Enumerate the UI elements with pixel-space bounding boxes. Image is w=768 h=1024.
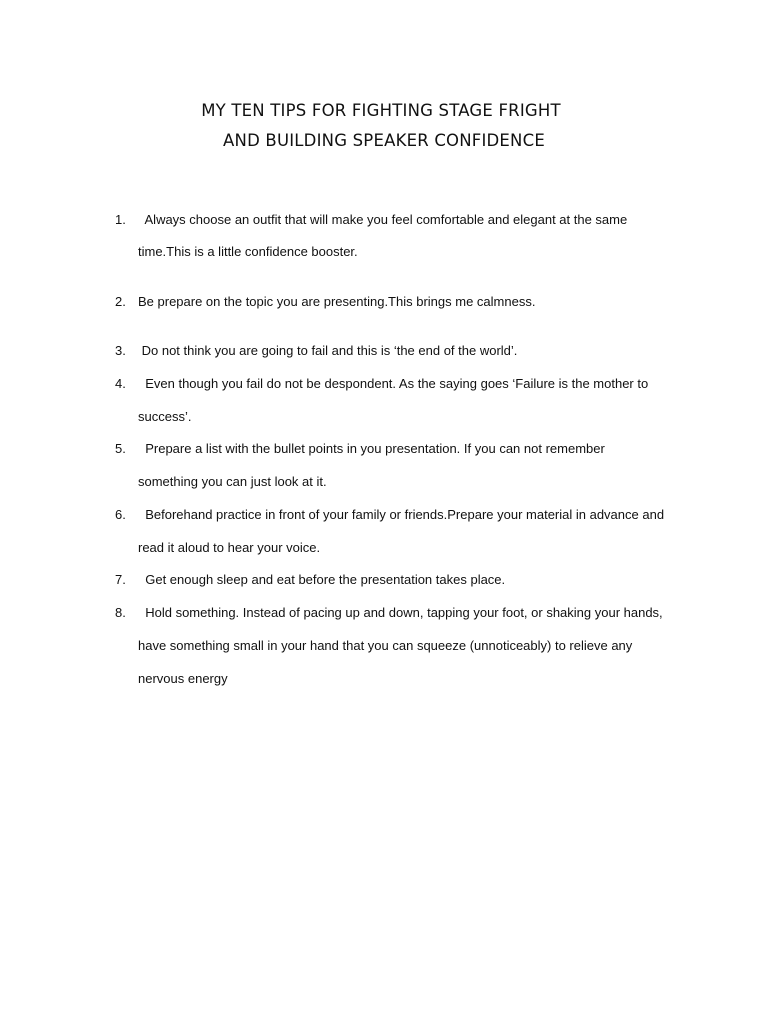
list-item-text: success’. — [138, 409, 192, 424]
list-item-text: time.This is a little confidence booster. — [138, 244, 358, 259]
list-item-number: 3. — [115, 343, 126, 358]
list-item-number: 8. — [115, 605, 126, 620]
list-item-text: Always choose an outfit that will make you feel comfortable and elegant at the same — [138, 212, 628, 227]
document-title-line-1: MY TEN TIPS FOR FIGHTING STAGE FRIGHT — [201, 101, 561, 120]
list-item-number: 4. — [115, 376, 126, 391]
list-item-number: 1. — [115, 212, 126, 227]
list-item-text: something you can just look at it. — [138, 474, 327, 489]
list-item-text: Do not think you are going to fail and this is ‘the end of the world’. — [138, 343, 518, 358]
list-item-number: 6. — [115, 507, 126, 522]
list-item-text: Beforehand practice in front of your family or friends.Prepare your material in advance and — [138, 507, 665, 522]
list-item-text: Prepare a list with the bullet points in you presentation. If you can not remember — [138, 441, 605, 456]
document-title-line-2: AND BUILDING SPEAKER CONFIDENCE — [223, 131, 545, 150]
list-item-text: read it aloud to hear your voice. — [138, 540, 321, 555]
list-item-number: 5. — [115, 441, 126, 456]
list-item-text: have something small in your hand that you can squeeze (unnoticeably) to relieve any — [138, 638, 633, 653]
list-item-text: Get enough sleep and eat before the presentation takes place. — [138, 572, 506, 587]
list-item-text: Be prepare on the topic you are presenting.This brings me calmness. — [138, 294, 536, 309]
list-item-text: Even though you fail do not be despondent. As the saying goes ‘Failure is the mother to — [138, 376, 649, 391]
list-item-text: Hold something. Instead of pacing up and down, tapping your foot, or shaking your hands, — [138, 605, 663, 620]
list-item-number: 7. — [115, 572, 126, 587]
list-item-text: nervous energy — [138, 671, 228, 686]
list-item-number: 2. — [115, 294, 126, 309]
